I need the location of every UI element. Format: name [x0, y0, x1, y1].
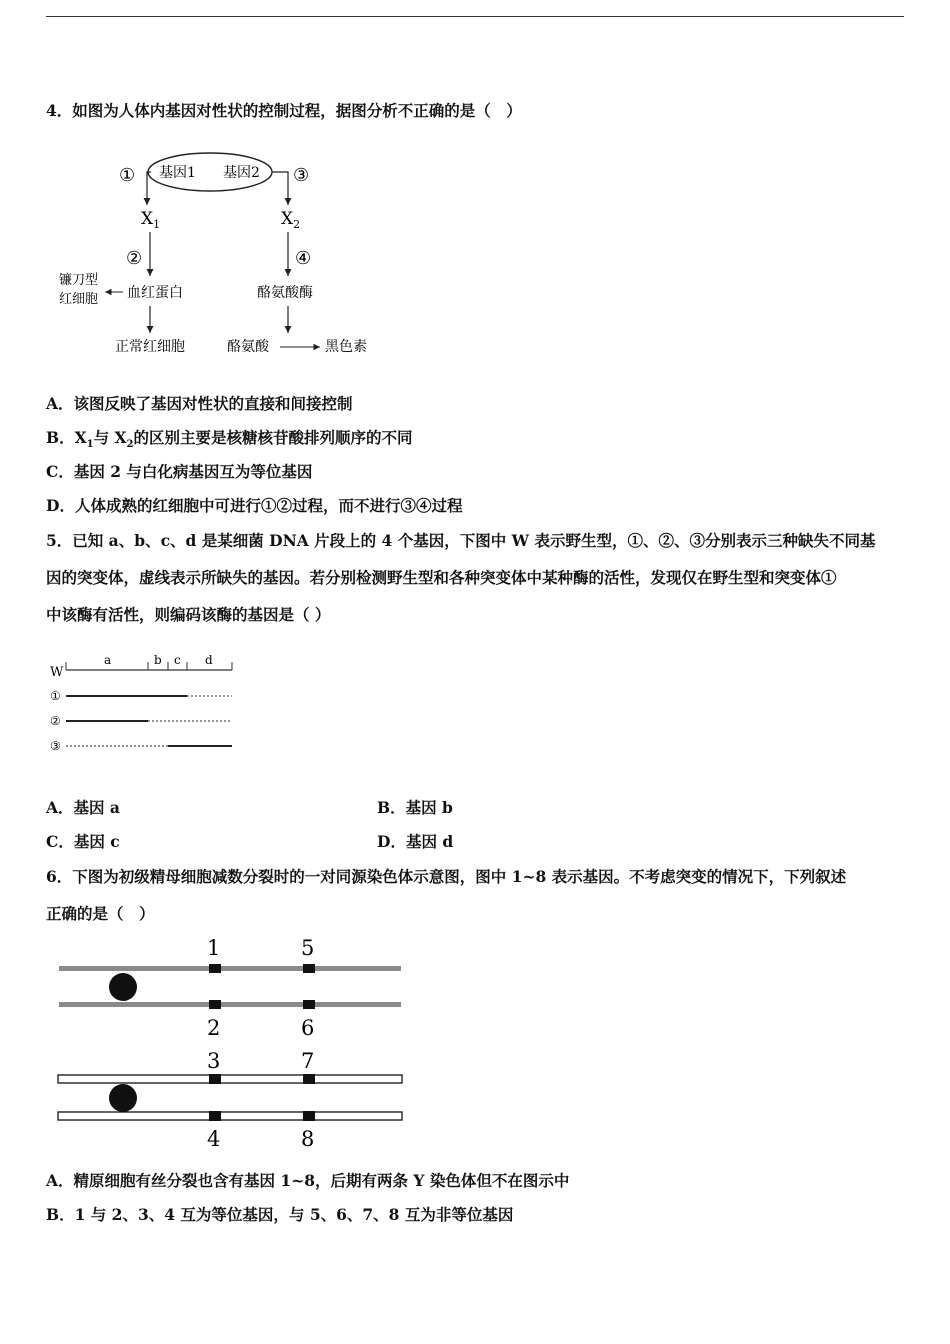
q6-option-b: B．1 与 2、3、4 互为等位基因，与 5、6、7、8 互为非等位基因 [46, 1205, 514, 1224]
q4-option-b: B．$X_1$与 $X_2$的区别主要是核糖核苷酸排列顺序的不同 [46, 428, 413, 451]
sickle-cell-label-2: 红细胞 [59, 292, 99, 307]
q5-stem-line3: 中该酶有活性，则编码该酶的基因是（ ） [46, 605, 331, 624]
gene-d-label: d [205, 653, 213, 667]
q4-option-c: C．基因 2 与白化病基因互为等位基因 [46, 462, 313, 481]
gene4-band [209, 1111, 221, 1121]
gene3-number: 3 [207, 1049, 221, 1073]
sickle-cell-label-1: 镰刀型 [59, 273, 99, 288]
chromatid-4 [58, 1112, 402, 1120]
gene-a-label: a [104, 653, 112, 667]
step1-label: ① [119, 165, 136, 186]
q6-option-a: A．精原细胞有丝分裂也含有基因 1~8，后期有两条 Y 染色体但不在图示中 [46, 1171, 570, 1190]
q5-deletion-mutant-figure [44, 640, 244, 760]
gene2-label: 基因2 [223, 165, 260, 181]
tyrosinase-label: 酪氨酸酶 [257, 285, 313, 301]
q4-gene-pathway-figure [55, 150, 385, 365]
hemoglobin-label: 血红蛋白 [127, 285, 183, 301]
q5-stem-line1: 5．已知 a、b、c、d 是某细菌 DNA 片段上的 4 个基因，下图中 W 表示野生型，①、②、③分别表示三种缺失不同基 [46, 531, 876, 550]
mutant2-label: ② [50, 714, 61, 728]
gene6-number: 6 [301, 1016, 315, 1040]
mutant3-label: ③ [50, 739, 61, 753]
gene6-band [303, 1000, 315, 1009]
gene8-band [303, 1111, 315, 1121]
gene3-band [209, 1074, 221, 1084]
q5-option-d: D．基因 d [377, 832, 454, 851]
step4-label: ④ [295, 248, 312, 269]
gene1-number: 1 [207, 936, 221, 960]
x2-label: $X_2$ [281, 209, 301, 231]
mutant1-label: ① [50, 689, 61, 703]
gene4-number: 4 [207, 1127, 221, 1151]
q4-option-a: A．该图反映了基因对性状的直接和间接控制 [46, 394, 353, 413]
gene1-band [209, 964, 221, 973]
gene8-number: 8 [301, 1127, 315, 1151]
centromere-lower [109, 1084, 137, 1112]
gene5-number: 5 [301, 936, 315, 960]
gene1-label: 基因1 [159, 165, 196, 181]
q6-homologous-chromosome-figure [55, 935, 407, 1153]
w-label: W [50, 665, 64, 680]
melanin-label: 黑色素 [325, 339, 367, 355]
q4-stem: 4．如图为人体内基因对性状的控制过程，据图分析不正确的是（ ） [46, 101, 522, 120]
q4-option-d: D．人体成熟的红细胞中可进行①②过程，而不进行③④过程 [46, 496, 463, 515]
chromatid-1 [59, 966, 401, 971]
centromere-upper [109, 973, 137, 1001]
gene-c-label: c [174, 653, 181, 667]
chromatid-2 [59, 1002, 401, 1007]
top-rule [46, 16, 904, 17]
q5-option-a: A．基因 a [46, 798, 120, 817]
gene7-number: 7 [301, 1049, 315, 1073]
gene2-band [209, 1000, 221, 1009]
step3-label: ③ [293, 165, 310, 186]
q5-stem-line2: 因的突变体，虚线表示所缺失的基因。若分别检测野生型和各种突变体中某种酶的活性，发现仅在野生型和突变体① [46, 568, 837, 587]
x1-label: $X_1$ [141, 209, 161, 231]
gene7-band [303, 1074, 315, 1084]
tyrosine-label: 酪氨酸 [227, 339, 269, 355]
normal-rbc-label: 正常红细胞 [115, 339, 185, 355]
gene-b-label: b [154, 653, 162, 667]
chromatid-3 [58, 1075, 402, 1083]
arrow-gene2-x2 [272, 172, 288, 205]
q5-option-c: C．基因 c [46, 832, 120, 851]
q5-option-b: B．基因 b [377, 798, 453, 817]
q6-stem-line1: 6．下图为初级精母细胞减数分裂时的一对同源染色体示意图，图中 1~8 表示基因。不考虑突变的情况下，下列叙述 [46, 867, 847, 886]
q6-stem-line2: 正确的是（ ） [46, 904, 155, 923]
step2-label: ② [126, 248, 143, 269]
gene2-number: 2 [207, 1016, 221, 1040]
gene5-band [303, 964, 315, 973]
